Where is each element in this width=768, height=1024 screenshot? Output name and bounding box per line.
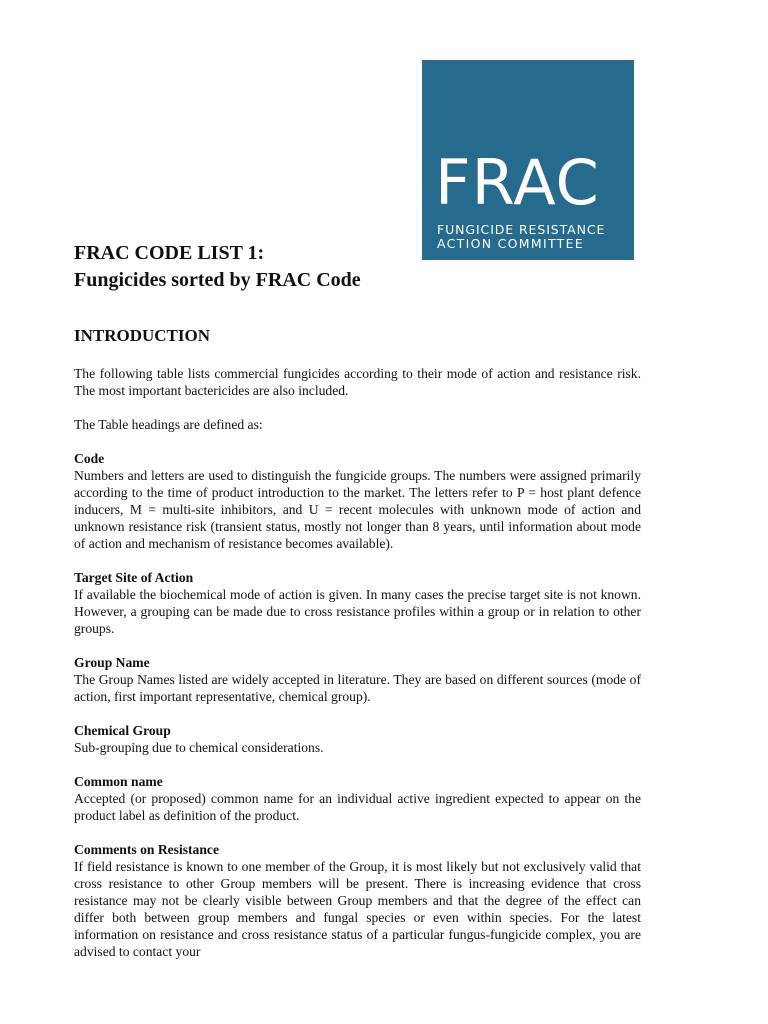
section-body: Sub-grouping due to chemical considerations. <box>74 740 324 755</box>
section-heading: Comments on Resistance <box>74 842 219 857</box>
section-code <box>74 450 641 552</box>
section-heading: Group Name <box>74 655 150 670</box>
title-line-2: Fungicides sorted by FRAC Code <box>74 269 361 291</box>
section-body: If field resistance is known to one member of the Group, it is most likely but not exclusively valid that cross resistance to other Group members will be present. There is increasing evidence that cross resistance may not be clearly visible between Group members and that the degree of the effect can differ both between group members and fungal species or even within species. For the latest information on resistance and cross resistance status of a particular fungus-fungicide complex, you are advised to contact your <box>74 859 641 959</box>
frac-logo <box>422 60 634 260</box>
section-group-name <box>74 654 641 705</box>
section-heading: Chemical Group <box>74 723 171 738</box>
introduction-heading: INTRODUCTION <box>74 326 211 345</box>
section-heading: Common name <box>74 774 163 789</box>
section-target-site <box>74 569 641 637</box>
section-chemical-group <box>74 722 641 756</box>
section-common-name <box>74 773 641 824</box>
document-title <box>74 240 361 294</box>
logo-acronym: FRAC <box>435 146 600 219</box>
title-line-1: FRAC CODE LIST 1: <box>74 242 265 264</box>
section-body: If available the biochemical mode of action is given. In many cases the precise target site is not known. However, a grouping can be made due to cross resistance profiles within a group or in relation to other groups. <box>74 587 641 636</box>
section-comments-on-resistance <box>74 841 641 960</box>
section-heading: Code <box>74 451 105 466</box>
intro-paragraph-1: The following table lists commercial fungicides according to their mode of action and resistance risk. The most important bactericides are also included. <box>74 366 641 398</box>
logo-line-1: FUNGICIDE RESISTANCE <box>437 222 606 237</box>
section-body: Accepted (or proposed) common name for an individual active ingredient expected to appear on the product label as definition of the product. <box>74 791 641 823</box>
section-body: The Group Names listed are widely accepted in literature. They are based on different sources (mode of action, first important representative, chemical group). <box>74 672 641 704</box>
logo-line-2: ACTION COMMITTEE <box>437 236 585 251</box>
section-body: Numbers and letters are used to distinguish the fungicide groups. The numbers were assigned primarily according to the time of product introduction to the market. The letters refer to P = host plant defence inducers, M = multi-site inhibitors, and U = recent molecules with unknown mode of action and unknown resistance risk (transient status, mostly not longer than 8 years, until information about mode of action and mechanism of resistance becomes available). <box>74 468 641 551</box>
section-heading: Target Site of Action <box>74 570 194 585</box>
document-body <box>74 326 641 977</box>
intro-paragraph-2: The Table headings are defined as: <box>74 417 263 432</box>
